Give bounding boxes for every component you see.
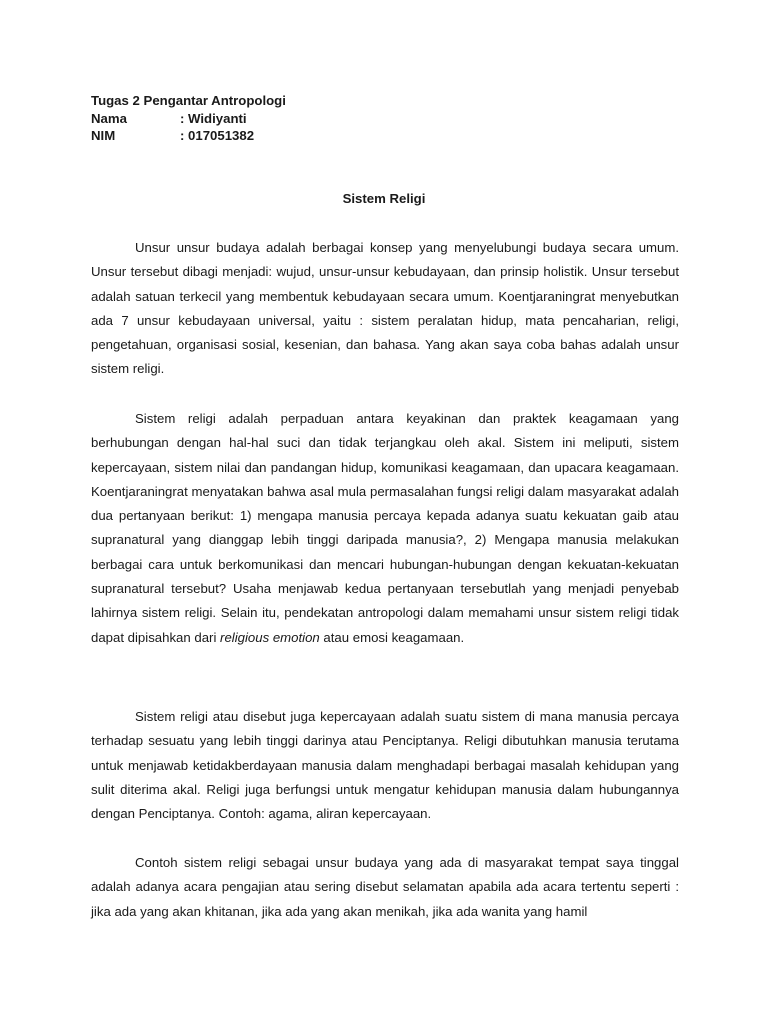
assignment-header [91, 92, 286, 145]
paragraph-2-text-end: atau emosi keagamaan. [319, 629, 465, 645]
paragraph-2-italic-term: religious emotion [220, 629, 320, 645]
course-title: Tugas 2 Pengantar Antropologi [91, 93, 286, 108]
page-title: Sistem Religi [342, 191, 426, 206]
name-value: : Widiyanti [180, 110, 247, 126]
paragraph-1: Unsur unsur budaya adalah berbagai konsep yang menyelubungi budaya secara umum. Unsur tersebut dibagi menjadi: wujud, unsur-unsur kebudayaan, dan prinsip holistik. Unsur tersebut adalah satuan terkecil yang membentuk kebudayaan secara umum. Koentjaraningrat menyebutkan ada 7 unsur kebudayaan universal, yaitu : sistem peralatan hidup, mata pencaharian, religi, pengetahuan, organisasi sosial, kesenian, dan bahasa. Yang akan saya coba bahas adalah unsur sistem religi. [91, 240, 679, 377]
paragraph-4: Contoh sistem religi sebagai unsur budaya yang ada di masyarakat tempat saya tinggal adalah adanya acara pengajian atau sering disebut selamatan apabila ada acara tertentu seperti : jika ada yang akan khitanan, jika ada yang akan menikah, jika ada wanita yang hamil [91, 855, 679, 919]
nim-line [91, 127, 286, 145]
paragraph-3: Sistem religi atau disebut juga kepercayaan adalah suatu sistem di mana manusia percaya terhadap sesuatu yang lebih tinggi darinya atau Penciptanya. Religi dibutuhkan manusia terutama untuk menjawab ketidakberdayaan manusia dalam menghadapi berbagai masalah kehidupan yang sulit diterima akal. Religi juga berfungsi untuk mengatur kehidupan manusia dalam hubungannya dengan Penciptanya. Contoh: agama, aliran kepercayaan. [91, 709, 679, 822]
nim-value: : 017051382 [180, 128, 255, 143]
paragraph-2-text: Sistem religi adalah perpaduan antara keyakinan dan praktek keagamaan yang berhubungan dengan hal-hal suci dan tidak terjangkau oleh akal. Sistem ini meliputi, sistem kepercayaan, sistem nilai dan pandangan hidup, komunikasi keagamaan, dan upacara keagamaan. Koentjaraningrat menyatakan bahwa asal mula permasalahan fungsi religi dalam masyarakat adalah dua pertanyaan berikut: 1) mengapa manusia percaya kepada adanya suatu kekuatan gaib atau supranatural yang dianggap lebih tinggi daripada manusia?, 2) Mengapa manusia melakukan berbagai cara untuk berkomunikasi dan mencari hubungan-hubungan dengan kekuatan-kekuatan supranatural tersebut? Usaha menjawab kedua pertanyaan tersebutlah yang menjadi penyebab lahirnya sistem religi. Selain itu, pendekatan antropologi dalam memahami unsur sistem religi tidak dapat dipisahkan dari [91, 411, 679, 645]
nim-label: NIM [91, 128, 116, 143]
paragraph-2 [91, 407, 679, 650]
name-line [91, 110, 286, 128]
name-label: Nama [91, 110, 127, 126]
course-line [91, 92, 286, 110]
